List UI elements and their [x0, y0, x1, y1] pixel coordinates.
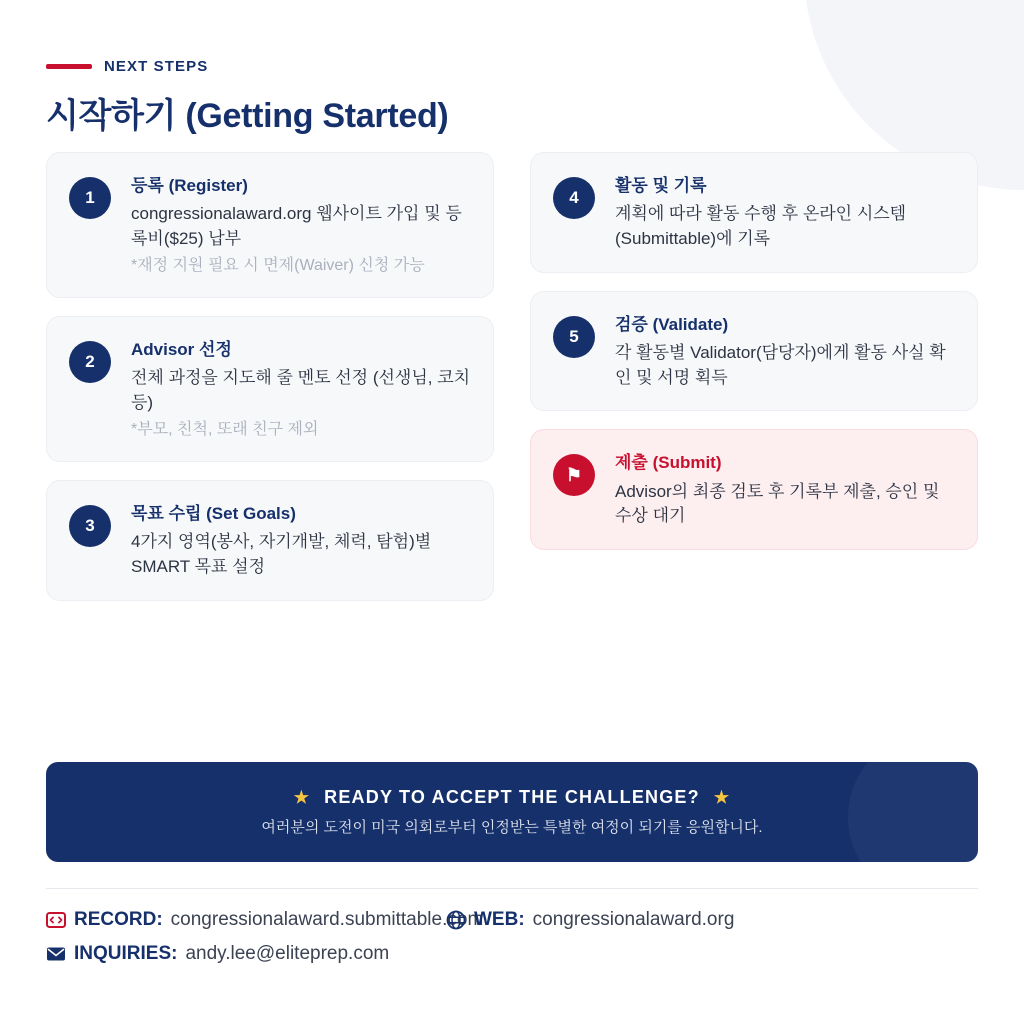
step-card-submit: [530, 429, 978, 550]
step-title: 검증 (Validate): [615, 314, 729, 334]
step-title: 등록 (Register): [131, 176, 248, 195]
step-title: 활동 및 기록: [615, 176, 707, 195]
step-card-validate: [530, 291, 978, 412]
step-body: 각 활동별 Validator(담당자)에게 활동 사실 확인 및 서명 획득: [615, 342, 946, 387]
cta-headline-row: [294, 787, 731, 808]
steps-column-right: [530, 152, 978, 601]
step-body: congressionalaward.org 웹사이트 가입 및 등록비($25) 납부: [131, 204, 462, 248]
step-title: 목표 수립 (Set Goals): [131, 504, 296, 524]
cta-banner: [46, 762, 978, 862]
inquiries-label: INQUIRIES:: [74, 943, 178, 964]
record-icon: [46, 911, 66, 929]
eyebrow: [46, 58, 208, 75]
steps-columns: [46, 152, 978, 601]
mail-icon: [46, 946, 66, 962]
step-card-set-goals: [46, 480, 494, 601]
globe-icon: [446, 910, 466, 930]
footer-web-group: [446, 903, 734, 937]
cta-headline: READY TO ACCEPT THE CHALLENGE?: [324, 787, 700, 807]
eyebrow-rule: [46, 64, 92, 69]
footer-record-row: [46, 903, 978, 937]
web-label: WEB:: [474, 909, 525, 930]
steps-column-left: [46, 152, 494, 601]
step-number-badge: 1: [69, 177, 111, 219]
step-card-register: [46, 152, 494, 298]
step-note: *재정 지원 필요 시 면제(Waiver) 신청 가능: [131, 256, 425, 274]
step-card-advisor: [46, 316, 494, 462]
step-body: 전체 과정을 지도해 줄 멘토 선정 (선생님, 코치 등): [131, 368, 471, 412]
page-title: 시작하기 (Getting Started): [46, 97, 449, 135]
footer-inquiries-row: [46, 937, 978, 971]
record-label: RECORD:: [74, 909, 163, 930]
star-icon-right: ★: [713, 787, 731, 807]
footer-divider: [46, 888, 978, 889]
star-icon-left: ★: [293, 787, 311, 807]
footer: [46, 903, 978, 971]
cta-subline: 여러분의 도전이 미국 의회로부터 인정받는 특별한 여정이 되기를 응원합니다.: [261, 819, 763, 836]
step-number-badge: 4: [553, 177, 595, 219]
step-card-activity-log: [530, 152, 978, 273]
record-value[interactable]: congressionalaward.submittable.com: [170, 909, 484, 930]
inquiries-value[interactable]: andy.lee@eliteprep.com: [185, 943, 390, 964]
step-body: Advisor의 최종 검토 후 기록부 제출, 승인 및 수상 대기: [615, 481, 940, 526]
step-number-badge: 2: [69, 341, 111, 383]
step-number-badge: 3: [69, 505, 111, 547]
eyebrow-label: NEXT STEPS: [104, 58, 209, 75]
step-number-badge: 5: [553, 316, 595, 358]
flag-icon: ⚑: [553, 454, 595, 496]
step-title: 제출 (Submit): [615, 453, 722, 473]
step-body: 4가지 영역(봉사, 자기개발, 체력, 탐험)별 SMART 목표 설정: [131, 532, 432, 577]
step-note: *부모, 친척, 또래 친구 제외: [131, 420, 319, 438]
step-body: 계획에 따라 활동 수행 후 온라인 시스템(Submittable)에 기록: [615, 204, 907, 248]
web-value[interactable]: congressionalaward.org: [532, 909, 735, 930]
step-title: Advisor 선정: [131, 340, 232, 360]
